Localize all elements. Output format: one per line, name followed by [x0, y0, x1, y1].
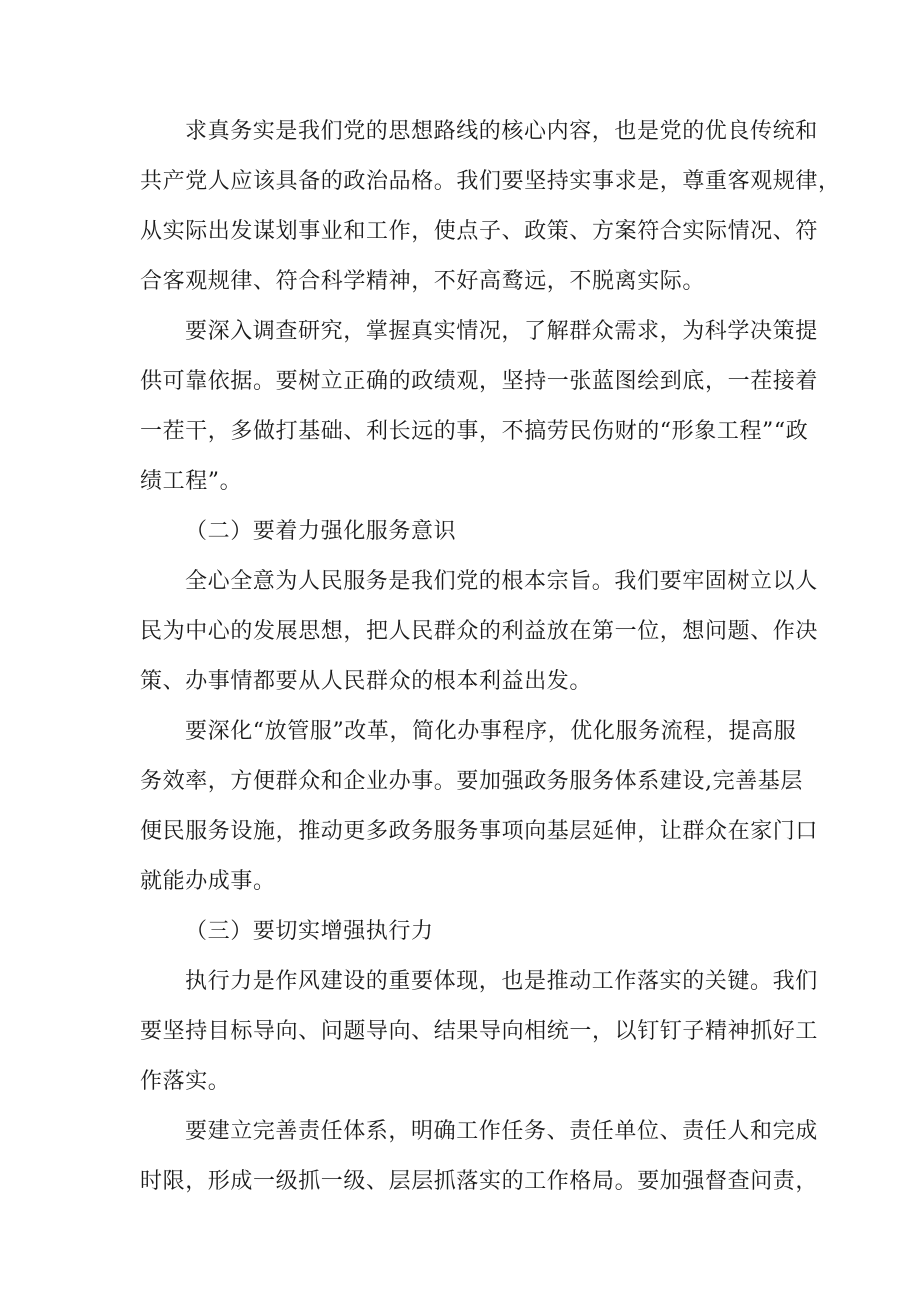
section-heading-3: （三）要切实增强执行力	[185, 919, 434, 944]
paragraph-2-line-3: 一茬干，多做打基础、利长远的事，不搞劳民伤财的“形象工程”“政	[140, 419, 809, 444]
paragraph-1-line-4: 合客观规律、符合科学精神，不好高鹜远，不脱离实际。	[140, 269, 706, 294]
paragraph-5-line-2: 要坚持目标导向、问题导向、结果导向相统一，以钉钉子精神抓好工	[140, 1019, 819, 1044]
paragraph-2-line-1: 要深入调查研究，掌握真实情况，了解群众需求，为科学决策提	[185, 319, 818, 344]
paragraph-2-line-2: 供可靠依据。要树立正确的政绩观，坚持一张蓝图绘到底，一茬接着	[140, 369, 819, 394]
paragraph-5-line-1: 执行力是作风建设的重要体现，也是推动工作落实的关键。我们	[185, 969, 818, 994]
paragraph-3-line-1: 全心全意为人民服务是我们党的根本宗旨。我们要牢固树立以人	[185, 569, 818, 594]
paragraph-1-line-1: 求真务实是我们党的思想路线的核心内容，也是党的优良传统和	[185, 119, 818, 144]
paragraph-4-line-4: 就能办成事。	[140, 869, 276, 894]
paragraph-1-line-2: 共产党人应该具备的政治品格。我们要坚持实事求是，尊重客观规律，	[140, 169, 841, 194]
paragraph-4-line-1: 要深化“放管服”改革，简化办事程序，优化服务流程，提高服	[185, 719, 797, 744]
paragraph-6-line-2: 时限，形成一级抓一级、层层抓落实的工作格局。要加强督查问责，	[140, 1169, 819, 1194]
paragraph-6-line-1: 要建立完善责任体系，明确工作任务、责任单位、责任人和完成	[185, 1119, 818, 1144]
paragraph-1-line-3: 从实际出发谋划事业和工作，使点子、政策、方案符合实际情况、符	[140, 219, 819, 244]
paragraph-5-line-3: 作落实。	[140, 1069, 231, 1094]
paragraph-2-line-4: 绩工程”。	[140, 469, 243, 494]
paragraph-4-line-3: 便民服务设施，推动更多政务服务事项向基层延伸，让群众在家门口	[140, 819, 819, 844]
paragraph-4-line-2: 务效率，方便群众和企业办事。要加强政务服务体系建设,完善基层	[140, 769, 803, 794]
section-heading-2: （二）要着力强化服务意识	[185, 519, 457, 544]
paragraph-3-line-2: 民为中心的发展思想，把人民群众的利益放在第一位，想问题、作决	[140, 619, 819, 644]
paragraph-3-line-3: 策、办事情都要从人民群众的根本利益出发。	[140, 669, 593, 694]
